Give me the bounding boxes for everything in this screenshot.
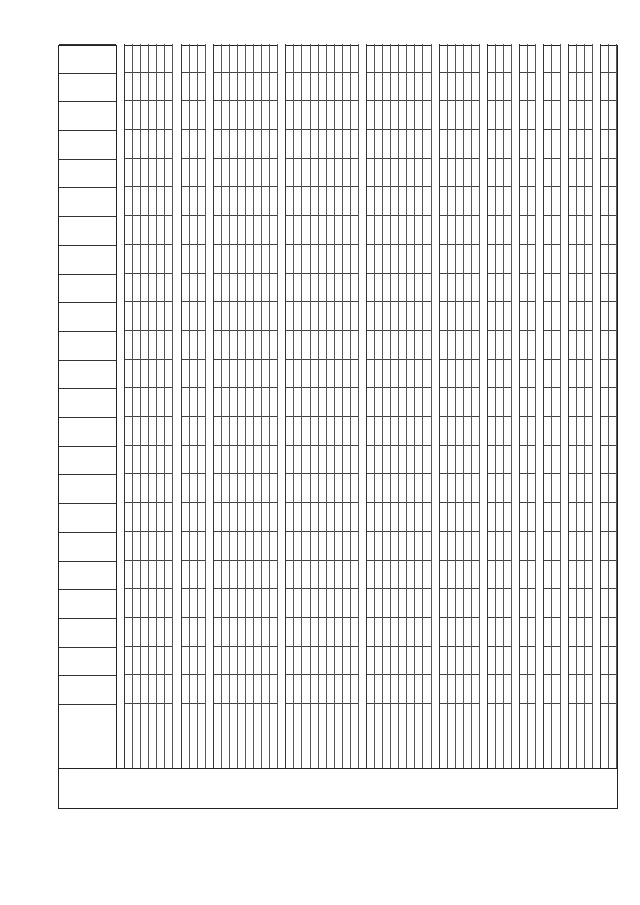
table-row xyxy=(456,44,464,768)
table-row xyxy=(448,44,456,768)
table-row xyxy=(440,44,448,768)
row-stub-column xyxy=(59,768,617,808)
section-heading xyxy=(278,44,286,768)
section-heading xyxy=(593,44,601,768)
column-header xyxy=(59,647,116,676)
column-header xyxy=(59,675,116,704)
column-header xyxy=(59,44,116,73)
table-row xyxy=(254,44,262,768)
column-header xyxy=(59,130,116,159)
column-header xyxy=(59,474,116,503)
column-header xyxy=(59,388,116,417)
table-row xyxy=(222,44,230,768)
column-header xyxy=(59,417,116,446)
section-heading xyxy=(173,44,181,768)
table-row xyxy=(585,44,593,768)
column-header xyxy=(59,446,116,475)
column-header xyxy=(59,159,116,188)
column-header xyxy=(59,532,116,561)
section-heading xyxy=(480,44,488,768)
table-row xyxy=(367,44,375,768)
page-title xyxy=(44,45,54,805)
table-row xyxy=(544,44,552,768)
table-row xyxy=(375,44,383,768)
column-header xyxy=(59,589,116,618)
table-row xyxy=(520,44,528,768)
section-heading xyxy=(206,44,214,768)
table-row xyxy=(286,44,294,768)
table-row xyxy=(165,44,173,768)
section-heading xyxy=(536,44,544,768)
table-row xyxy=(198,44,206,768)
column-header xyxy=(59,704,116,768)
column-header xyxy=(59,188,116,217)
table-row xyxy=(133,44,141,768)
table-row xyxy=(238,44,246,768)
table-row xyxy=(504,44,512,768)
data-table xyxy=(58,45,618,809)
table-row xyxy=(246,44,254,768)
table-row xyxy=(407,44,415,768)
table-row xyxy=(472,44,480,768)
table-row xyxy=(157,44,165,768)
table-row xyxy=(423,44,431,768)
table-row xyxy=(552,44,560,768)
column-header xyxy=(59,216,116,245)
table-row xyxy=(190,44,198,768)
column-header xyxy=(59,618,116,647)
table-row xyxy=(399,44,407,768)
table-row xyxy=(577,44,585,768)
table-row xyxy=(496,44,504,768)
table-row xyxy=(601,44,609,768)
table-row xyxy=(383,44,391,768)
column-header xyxy=(59,360,116,389)
table-row xyxy=(569,44,577,768)
table-row xyxy=(391,44,399,768)
table-row xyxy=(270,44,278,768)
section-heading xyxy=(512,44,520,768)
table-row xyxy=(415,44,423,768)
table-row xyxy=(230,44,238,768)
column-header xyxy=(59,274,116,303)
table-row xyxy=(214,44,222,768)
section-heading xyxy=(561,44,569,768)
section-heading xyxy=(432,44,440,768)
table-body xyxy=(117,46,617,768)
column-header xyxy=(59,101,116,130)
table-row xyxy=(351,44,359,768)
table-row xyxy=(319,44,327,768)
column-header xyxy=(59,73,116,102)
table-row xyxy=(609,44,617,768)
table-row xyxy=(182,44,190,768)
table-row xyxy=(141,44,149,768)
section-heading xyxy=(359,44,367,768)
table-row xyxy=(302,44,310,768)
table-row xyxy=(294,44,302,768)
section-heading xyxy=(117,44,125,768)
column-header xyxy=(59,245,116,274)
table-row xyxy=(464,44,472,768)
table-row xyxy=(343,44,351,768)
table-row xyxy=(125,44,133,768)
table-row xyxy=(149,44,157,768)
table-row xyxy=(488,44,496,768)
table-row xyxy=(528,44,536,768)
column-header-row xyxy=(59,46,117,768)
table-row xyxy=(262,44,270,768)
column-header xyxy=(59,561,116,590)
column-header xyxy=(59,302,116,331)
table-row xyxy=(327,44,335,768)
column-header xyxy=(59,331,116,360)
column-header xyxy=(59,503,116,532)
table-row xyxy=(335,44,343,768)
table-row xyxy=(311,44,319,768)
